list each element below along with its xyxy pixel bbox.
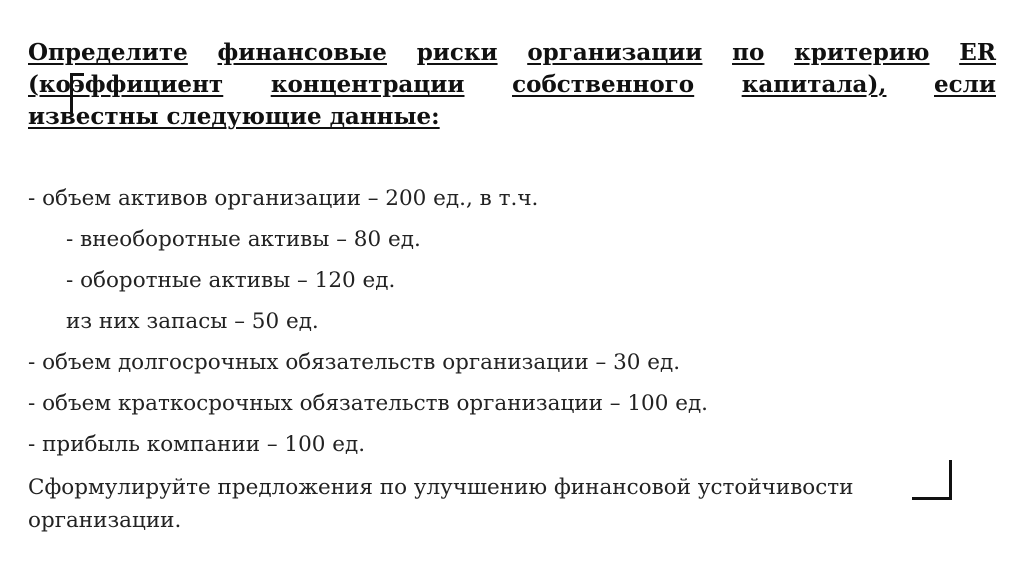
- list-item-long-term-liabilities: - объем долгосрочных обязательств организации – 30 ед.: [28, 350, 681, 375]
- heading-word: капитала),: [741, 71, 887, 98]
- data-list: [28, 184, 988, 537]
- heading-word: организации: [527, 39, 703, 66]
- list-item-short-term-liabilities: - объем краткосрочных обязательств организации – 100 ед.: [28, 391, 709, 416]
- list-item-current-assets: - оборотные активы – 120 ед.: [66, 268, 396, 293]
- heading-word: критерию: [794, 39, 930, 66]
- list-item-profit: - прибыль компании – 100 ед.: [28, 432, 366, 457]
- task-heading: [28, 37, 996, 133]
- corner-bracket-top-left: [70, 73, 84, 113]
- heading-word: собственного: [512, 71, 695, 98]
- list-item-noncurrent-assets: - внеоборотные активы – 80 ед.: [66, 227, 421, 252]
- heading-word: (коэффициент: [28, 71, 224, 98]
- heading-word: финансовые: [217, 39, 387, 66]
- corner-bracket-bottom-right: [912, 460, 952, 500]
- heading-line-3: известны следующие данные:: [28, 103, 440, 130]
- list-item-assets: - объем активов организации – 200 ед., в т.ч.: [28, 186, 539, 211]
- heading-word: концентрации: [270, 71, 465, 98]
- heading-word: риски: [416, 39, 498, 66]
- heading-line-2: [28, 69, 996, 101]
- heading-word: Определите: [28, 39, 188, 66]
- heading-word: ER: [959, 39, 996, 66]
- heading-word: по: [732, 39, 765, 66]
- heading-line-1: [28, 37, 996, 69]
- heading-word: если: [934, 71, 996, 98]
- list-item-inventory: из них запасы – 50 ед.: [66, 309, 319, 334]
- conclusion-text: Сформулируйте предложения по улучшению финансовой устойчивости организации.: [28, 475, 854, 533]
